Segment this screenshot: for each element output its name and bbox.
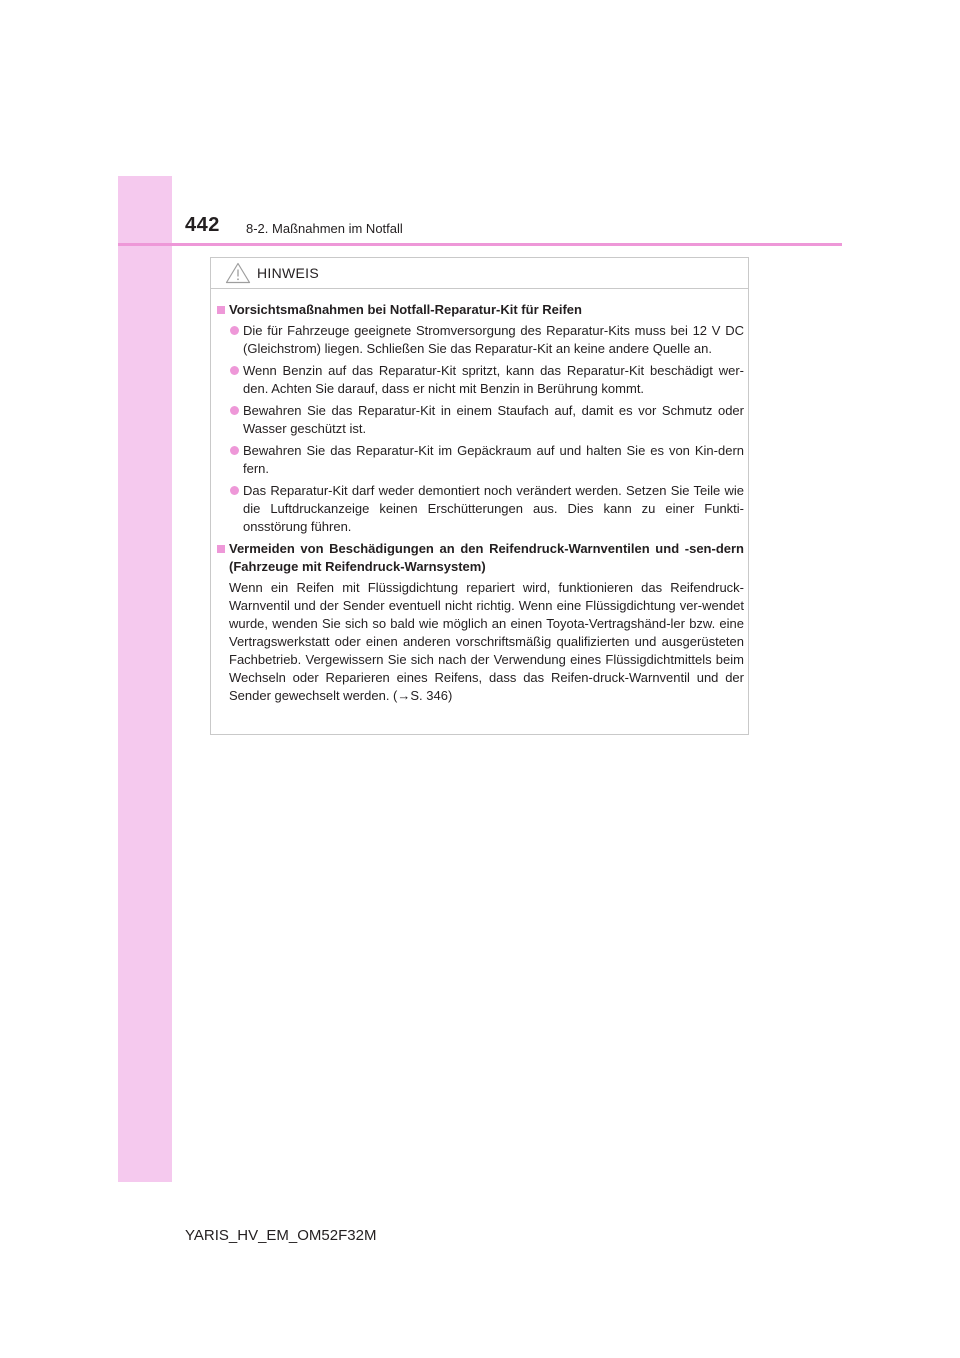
section-heading-tpms: Vermeiden von Beschädigungen an den Reifendruck-Warnventilen und -sen-dern (Fahrzeuge mit Reifendruck-Warnsystem) [217,540,744,576]
square-bullet-icon [217,545,225,553]
list-item: Bewahren Sie das Reparatur-Kit in einem Staufach auf, damit es vor Schmutz oder Wasser geschützt ist. [217,402,744,438]
header-rule [118,243,842,246]
list-item: Wenn Benzin auf das Reparatur-Kit spritzt, kann das Reparatur-Kit beschädigt wer-den. Achten Sie darauf, dass er nicht mit Benzin in Berührung kommt. [217,362,744,398]
notice-title: HINWEIS [257,265,319,281]
section-title: 8-2. Maßnahmen im Notfall [246,221,403,236]
notice-header [211,258,748,289]
list-item: Das Reparatur-Kit darf weder demontiert noch verändert werden. Setzen Sie Teile wie die Luftdruckanzeige keinen Erschütterungen aus. Dies kann zu einer Funkti-onsstörung führen. [217,482,744,536]
warning-triangle-icon [225,262,251,284]
notice-box [210,257,749,735]
section-paragraph: Wenn ein Reifen mit Flüssigdichtung repariert wird, funktionieren das Reifendruck-Warnventil und der Sender eventuell nicht richtig. Wenn eine Flüssigdichtung ver-wendet wurde, wenden Sie sich so bald wie möglich an einen Toyota-Vertragshänd-ler bzw. eine Vertragswerkstatt oder einen anderen vorschriftsmäßig qualifizierten und ausgerüsteten Fachbetrieb. Vergewissern Sie sich nach der Verwendung eines Flüssigdichtmittels beim Wechseln oder Reparieren eines Reifens, dass das Reifen-druck-Warnventil und der Sender gewechselt werden. (→S. 346) [229,580,744,703]
page-number: 442 [185,214,220,236]
circle-bullet-icon [230,446,239,455]
circle-bullet-icon [230,326,239,335]
circle-bullet-icon [230,366,239,375]
document-code: YARIS_HV_EM_OM52F32M [185,1227,377,1244]
notice-body [217,301,744,705]
circle-bullet-icon [230,406,239,415]
list-item: Bewahren Sie das Reparatur-Kit im Gepäckraum auf und halten Sie es von Kin-dern fern. [217,442,744,478]
page-sidebar-tab [118,176,172,1182]
square-bullet-icon [217,306,225,314]
section-heading-repair-kit: Vorsichtsmaßnahmen bei Notfall-Reparatur-Kit für Reifen [217,301,744,319]
circle-bullet-icon [230,486,239,495]
list-item: Die für Fahrzeuge geeignete Stromversorgung des Reparatur-Kits muss bei 12 V DC (Gleichstrom) liegen. Schließen Sie das Reparatur-Kit an keine andere Quelle an. [217,322,744,358]
